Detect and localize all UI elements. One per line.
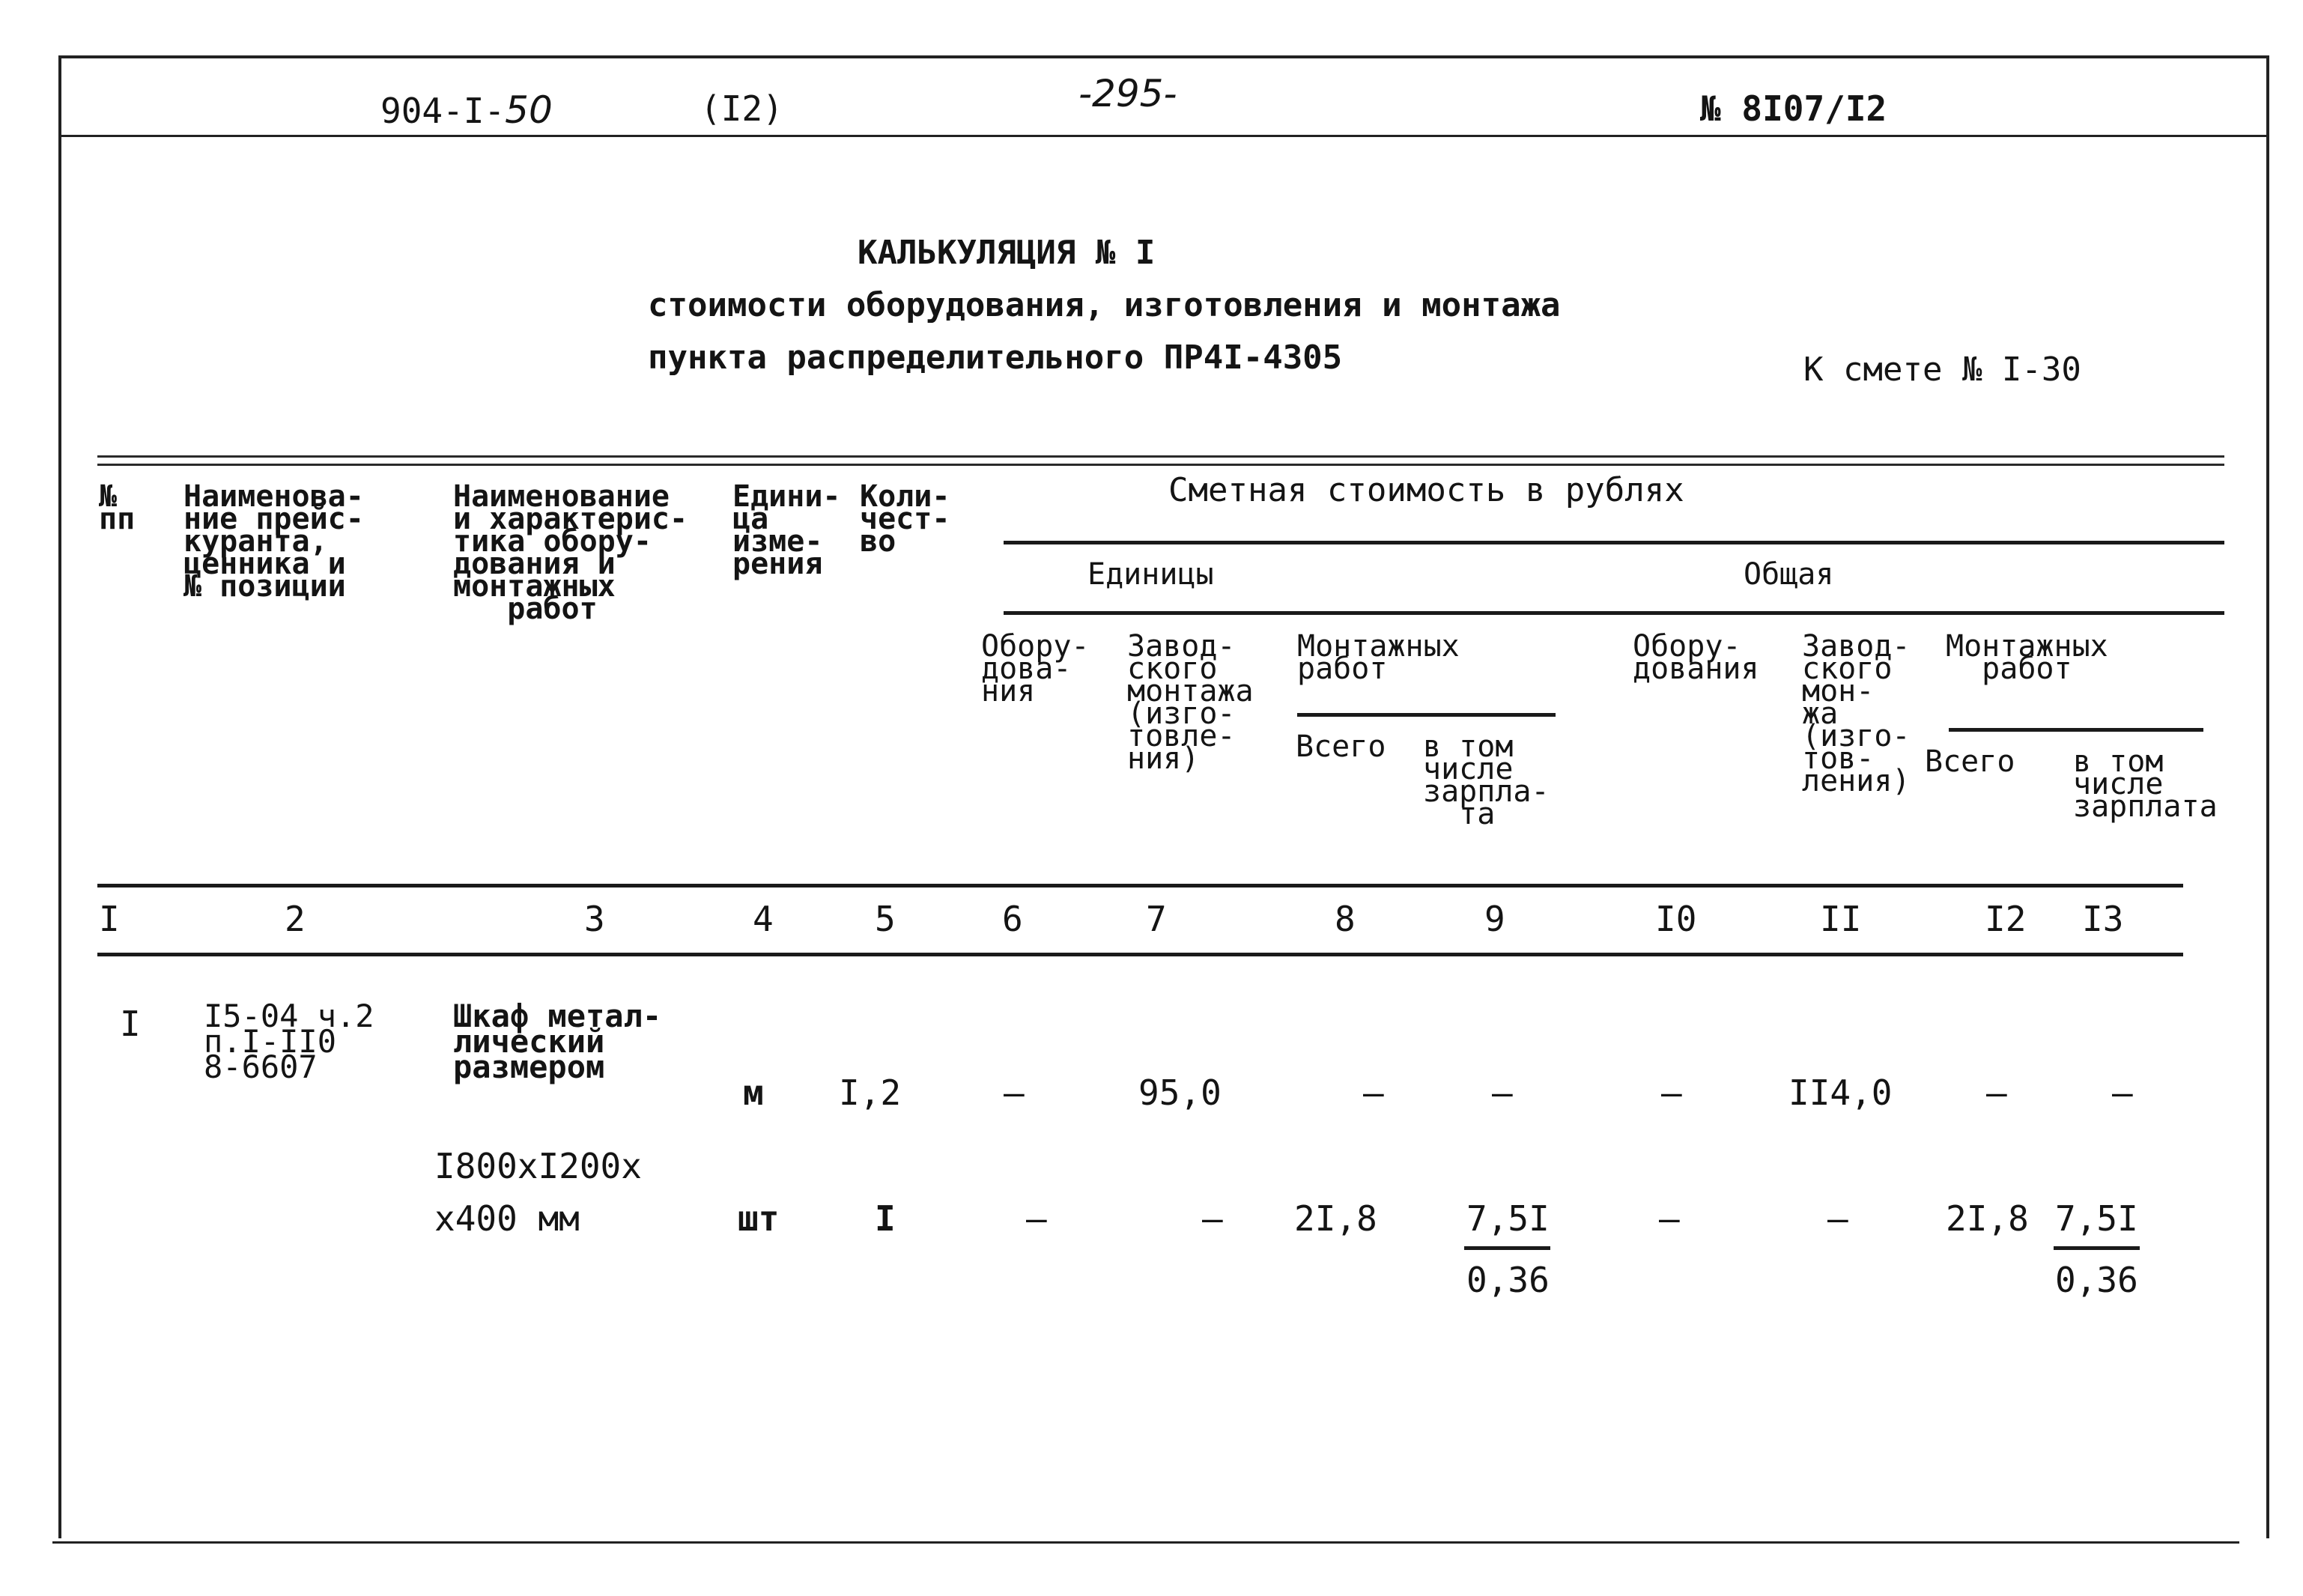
column-number: I [99,899,120,939]
frame-bottom [52,1541,2239,1544]
row-c8-1: – [1363,1072,1384,1113]
column-number: II [1820,899,1862,939]
column-number: 2 [285,899,306,939]
row-c7-1: 95,0 [1138,1072,1222,1113]
header-unit-factory: Завод- ского монтажа (изго- товле- ния) [1127,629,1254,776]
header-unit-group: Единицы [1087,557,1214,592]
row-qty-1: I,2 [839,1072,902,1113]
row-unit-1: м [743,1072,764,1113]
row-c13-2-bottom: 0,36 [2055,1260,2138,1300]
column-number: I2 [1985,899,2027,939]
project-code [380,88,553,132]
fraction-line-c13 [2054,1246,2140,1250]
header-total-group: Общая [1744,557,1834,592]
column-number: 8 [1335,899,1356,939]
frame-header-divider [60,135,2269,137]
rule-below-column-numbers [97,953,2183,956]
title-line-2: пункта распределительного ПР4I-4305 [648,339,1343,377]
header-quantity: Коли- чест- во [860,479,950,559]
frame-left [58,55,61,1538]
header-cost-group: Сметная стоимость в рублях [1168,471,1684,509]
column-number: 3 [584,899,605,939]
calculation-heading: КАЛЬКУЛЯЦИЯ № I [858,234,1156,272]
column-number: 9 [1484,899,1505,939]
column-number: 7 [1146,899,1167,939]
row-c6-2: – [1026,1198,1047,1239]
sheet-code: (I2) [700,88,783,129]
row-price-ref: I5-04 ч.2 п.I-II0 8-6607 [204,998,374,1085]
row-description-depth: x400 мм [434,1198,580,1239]
row-c11-2: – [1827,1198,1848,1239]
row-c8-2: 2I,8 [1294,1198,1377,1239]
header-unit-equipment: Обору- дова- ния [981,629,1090,709]
column-number: 6 [1002,899,1023,939]
row-unit-2: шт [738,1198,780,1239]
frame-top [60,55,2269,58]
row-c11-1: II4,0 [1788,1072,1893,1113]
header-total-mount-group: Монтажных работ [1946,629,2108,686]
column-number: I3 [2082,899,2124,939]
rule-total-mount [1949,728,2203,732]
header-unit-mount-wage: в том числе зарпла- та [1423,729,1550,831]
header-total-equipment: Обору- дования [1633,629,1759,686]
frame-right [2266,55,2269,1538]
header-equipment-name: Наименование и характерис- тика обору- дования и монтажных работ [453,479,688,626]
project-code-handwritten: 50 [505,88,553,132]
header-price-list: Наименова- ние прейс- куранта, ценника и № позиции [183,479,364,604]
row-c9-1: – [1492,1072,1513,1113]
rule-unit-total-group [1004,611,2224,615]
header-total-mount-total: Всего [1925,744,2015,779]
row-index: I [120,1004,141,1044]
header-unit-mount-total: Всего [1296,729,1386,764]
doc-number: № 8I07/I2 [1700,88,1887,129]
row-c9-2-bottom: 0,36 [1466,1260,1550,1300]
estimate-reference: К смете № I-30 [1803,351,2081,389]
header-unit-mount-group: Монтажных работ [1297,629,1460,686]
rule-unit-mount [1297,713,1556,717]
row-c6-1: – [1004,1072,1025,1113]
column-number: 5 [875,899,896,939]
column-number: I0 [1655,899,1697,939]
row-c10-1: – [1661,1072,1682,1113]
title-line-1: стоимости оборудования, изготовления и монтажа [648,286,1561,324]
row-c12-1: – [1986,1072,2007,1113]
rule-cost-group [1004,541,2224,544]
row-c13-2-top: 7,5I [2055,1198,2138,1239]
row-c12-2: 2I,8 [1946,1198,2029,1239]
column-number: 4 [753,899,774,939]
header-total-mount-wage: в том числе зарплата [2073,744,2218,824]
row-qty-2: I [875,1198,896,1239]
row-c9-2-top: 7,5I [1466,1198,1550,1239]
row-description-dimensions: I800xI200x [434,1146,642,1186]
header-unit: Едини- ца изме- рения [732,479,841,581]
fraction-line-c9 [1464,1246,1550,1250]
row-c10-2: – [1659,1198,1680,1239]
row-c7-2: – [1202,1198,1223,1239]
header-total-factory: Завод- ского мон- жа (изго- тов- ления) [1802,629,1911,798]
page-number: -295- [1078,72,1177,115]
project-code-prefix: 904-I- [380,91,506,131]
table-top-rule [97,455,2224,466]
header-col-number: № пп [99,479,136,536]
row-description: Шкаф метал- лический размером [453,998,662,1085]
rule-above-column-numbers [97,884,2183,887]
row-c13-1: – [2112,1072,2133,1113]
